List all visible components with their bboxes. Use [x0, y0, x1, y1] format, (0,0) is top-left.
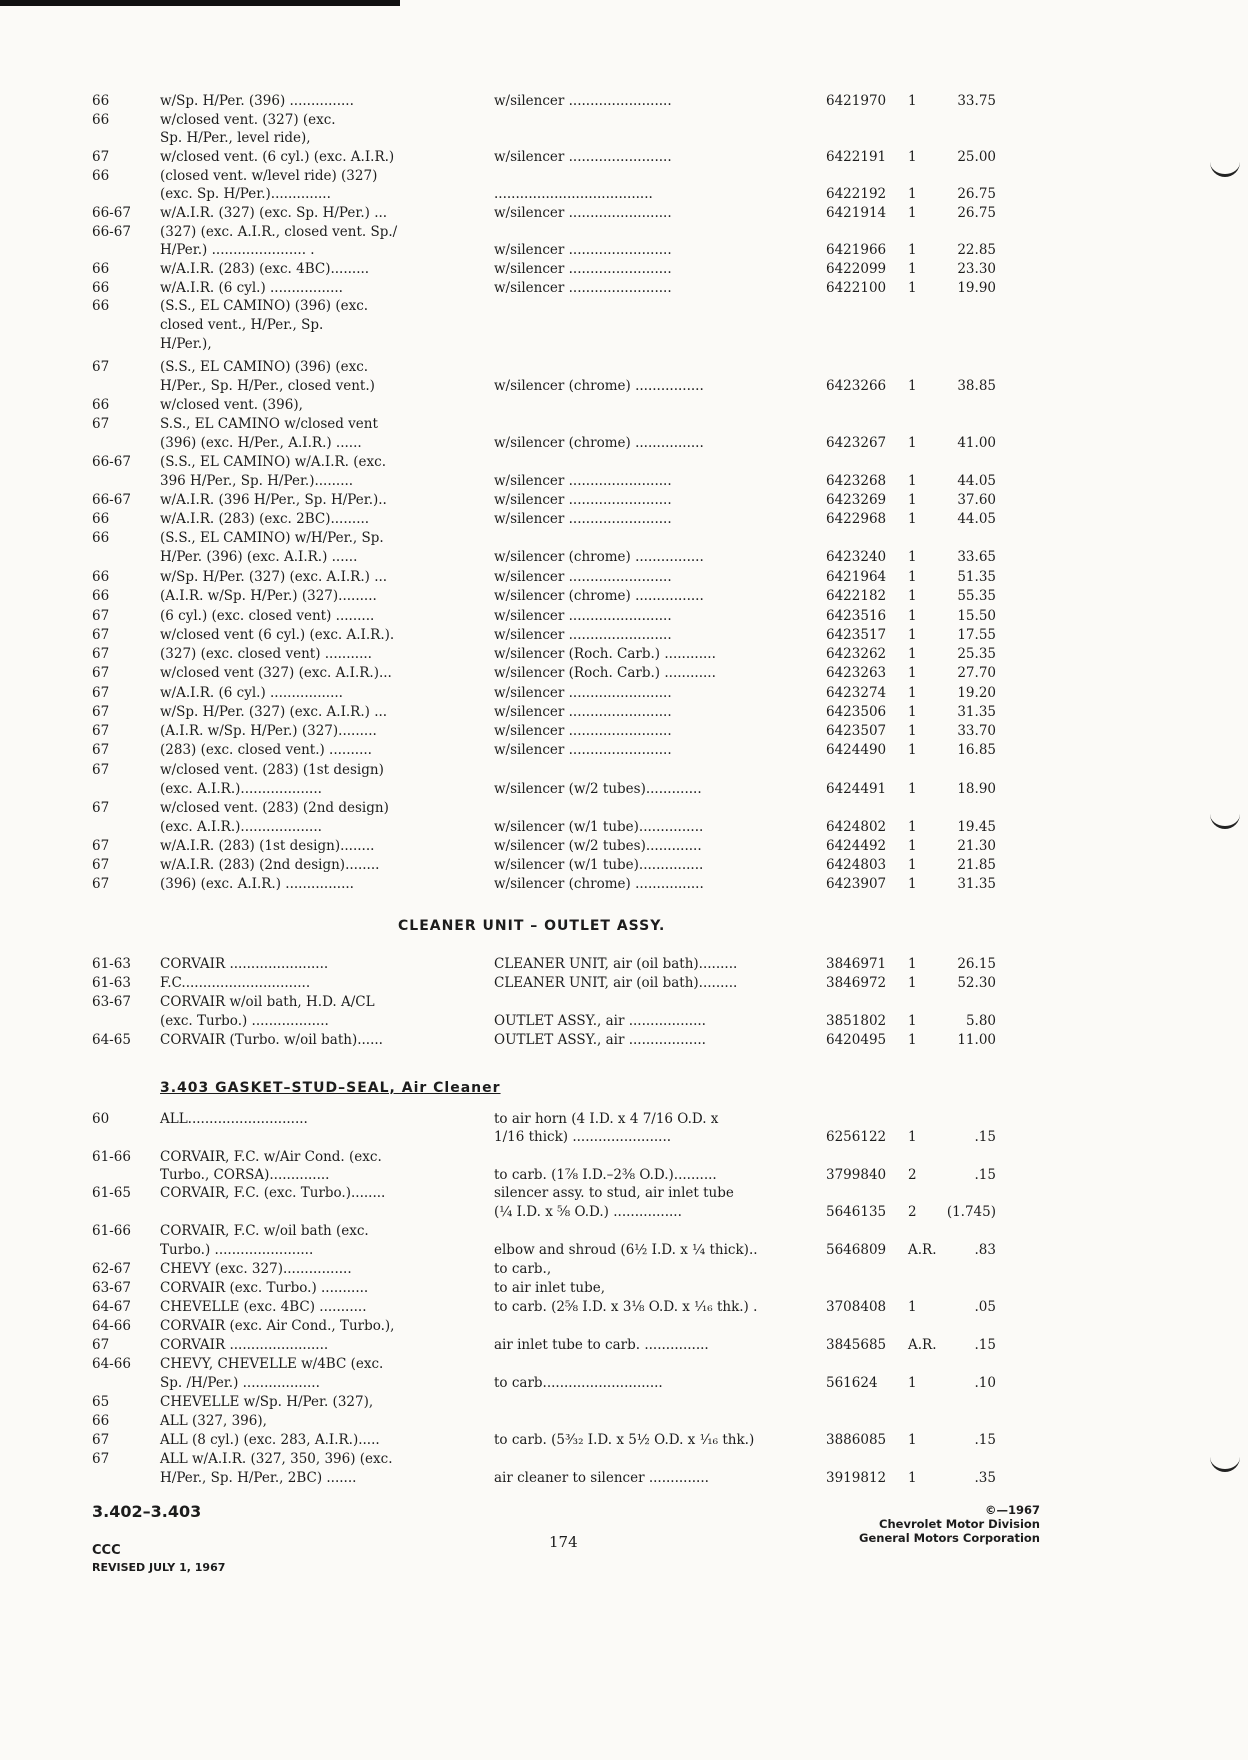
application-cell: CHEVY (exc. 327)................ — [160, 1261, 352, 1277]
part-number-cell: 6423240 — [826, 549, 887, 565]
application-cell: w/closed vent (327) (exc. A.I.R.)... — [160, 665, 392, 681]
part-number-cell: 6421970 — [826, 93, 887, 109]
price-cell: 33.70 — [957, 723, 996, 739]
year-cell: 66 — [92, 530, 110, 546]
application-cell: w/Sp. H/Per. (327) (exc. A.I.R.) ... — [160, 569, 388, 585]
part-number-cell: 6423517 — [826, 627, 887, 643]
application-cell: CORVAIR (exc. Turbo.) ........... — [160, 1280, 369, 1296]
price-cell: 26.75 — [957, 186, 996, 202]
quantity-cell: 1 — [908, 378, 917, 394]
binder-mark — [1210, 1455, 1240, 1472]
quantity-cell: 1 — [908, 588, 917, 604]
price-cell: 19.20 — [957, 685, 996, 701]
part-number-cell: 6423267 — [826, 435, 887, 451]
year-cell: 67 — [92, 627, 110, 643]
quantity-cell: 2 — [908, 1167, 917, 1183]
application-cell: w/A.I.R. (396 H/Per., Sp. H/Per.).. — [160, 492, 387, 508]
year-cell: 66 — [92, 298, 110, 314]
application-cell: (327) (exc. A.I.R., closed vent. Sp./ — [160, 224, 398, 240]
application-cell: CHEVY, CHEVELLE w/4BC (exc. — [160, 1356, 384, 1372]
description-cell: to carb. (5³⁄₃₂ I.D. x 5½ O.D. x ¹⁄₁₆ thk.) — [494, 1432, 755, 1448]
year-cell: 60 — [92, 1111, 110, 1127]
price-cell: 33.75 — [957, 93, 996, 109]
price-cell: 41.00 — [957, 435, 996, 451]
part-number-cell: 3846971 — [826, 956, 887, 972]
description-cell: w/silencer (Roch. Carb.) ............ — [494, 665, 716, 681]
section-heading-cleaner: CLEANER UNIT – OUTLET ASSY. — [398, 918, 666, 934]
year-cell: 61-65 — [92, 1185, 131, 1201]
application-cell: CORVAIR, F.C. w/oil bath (exc. — [160, 1223, 369, 1239]
application-cell: w/closed vent. (327) (exc. — [160, 112, 336, 128]
part-number-cell: 6423274 — [826, 685, 887, 701]
quantity-cell: 1 — [908, 838, 917, 854]
price-cell: 25.35 — [957, 646, 996, 662]
application-cell: w/closed vent. (6 cyl.) (exc. A.I.R.) — [160, 149, 395, 165]
year-cell: 64-66 — [92, 1318, 131, 1334]
year-cell: 67 — [92, 704, 110, 720]
description-cell: (¼ I.D. x ⅝ O.D.) ................ — [494, 1204, 682, 1220]
description-cell: CLEANER UNIT, air (oil bath)......... — [494, 975, 738, 991]
application-cell: ALL w/A.I.R. (327, 350, 396) (exc. — [160, 1451, 393, 1467]
year-cell: 67 — [92, 800, 110, 816]
year-cell: 66 — [92, 280, 110, 296]
price-cell: 31.35 — [957, 704, 996, 720]
application-cell: H/Per.), — [160, 336, 212, 352]
corporation-name: General Motors Corporation — [859, 1531, 1040, 1545]
description-cell: CLEANER UNIT, air (oil bath)......... — [494, 956, 738, 972]
quantity-cell: 1 — [908, 1432, 917, 1448]
application-cell: w/A.I.R. (327) (exc. Sp. H/Per.) ... — [160, 205, 388, 221]
price-cell: .83 — [974, 1242, 996, 1258]
quantity-cell: 1 — [908, 781, 917, 797]
price-cell: .35 — [974, 1470, 996, 1486]
copyright-year: ©—1967 — [984, 1503, 1040, 1517]
application-cell: (283) (exc. closed vent.) .......... — [160, 742, 372, 758]
application-cell: F.C.............................. — [160, 975, 311, 991]
description-cell: w/silencer ........................ — [494, 685, 672, 701]
application-cell: CORVAIR ....................... — [160, 956, 329, 972]
price-cell: .10 — [974, 1375, 996, 1391]
year-cell: 64-67 — [92, 1299, 131, 1315]
description-cell: w/silencer (chrome) ................ — [494, 378, 704, 394]
catalog-code: CCC — [92, 1543, 121, 1558]
application-cell: CHEVELLE w/Sp. H/Per. (327), — [160, 1394, 374, 1410]
year-cell: 65 — [92, 1394, 110, 1410]
description-cell: to carb. (2⅝ I.D. x 3⅛ O.D. x ¹⁄₁₆ thk.) . — [494, 1299, 758, 1315]
year-cell: 67 — [92, 416, 110, 432]
quantity-cell: 1 — [908, 975, 917, 991]
description-cell: OUTLET ASSY., air .................. — [494, 1032, 706, 1048]
part-number-cell: 6423262 — [826, 646, 887, 662]
application-cell: (S.S., EL CAMINO) (396) (exc. — [160, 359, 369, 375]
year-cell: 66 — [92, 397, 110, 413]
application-cell: (A.I.R. w/Sp. H/Per.) (327)......... — [160, 588, 377, 604]
price-cell: 25.00 — [957, 149, 996, 165]
quantity-cell: 1 — [908, 280, 917, 296]
quantity-cell: 1 — [908, 956, 917, 972]
application-cell: Sp. H/Per., level ride), — [160, 130, 311, 146]
application-cell: H/Per. (396) (exc. A.I.R.) ...... — [160, 549, 358, 565]
application-cell: CORVAIR (Turbo. w/oil bath)...... — [160, 1032, 383, 1048]
description-cell: w/silencer (w/1 tube)............... — [494, 857, 704, 873]
part-number-cell: 6420495 — [826, 1032, 887, 1048]
application-cell: (S.S., EL CAMINO) w/A.I.R. (exc. — [160, 454, 386, 470]
quantity-cell: 1 — [908, 549, 917, 565]
price-cell: (1.745) — [946, 1204, 996, 1220]
year-cell: 66 — [92, 511, 110, 527]
page-number: 174 — [549, 1533, 578, 1551]
application-cell: (closed vent. w/level ride) (327) — [160, 168, 378, 184]
quantity-cell: 1 — [908, 704, 917, 720]
year-cell: 66 — [92, 1413, 110, 1429]
price-cell: .15 — [974, 1167, 996, 1183]
description-cell: w/silencer ........................ — [494, 608, 672, 624]
price-cell: 17.55 — [957, 627, 996, 643]
quantity-cell: 1 — [908, 473, 917, 489]
part-number-cell: 6423506 — [826, 704, 887, 720]
part-number-cell: 3919812 — [826, 1470, 887, 1486]
description-cell: to carb. (1⅞ I.D.–2⅜ O.D.).......... — [494, 1167, 717, 1183]
price-cell: 15.50 — [957, 608, 996, 624]
description-cell: w/silencer ........................ — [494, 492, 672, 508]
description-cell: air inlet tube to carb. ............... — [494, 1337, 709, 1353]
part-number-cell: 6422191 — [826, 149, 887, 165]
description-cell: w/silencer (w/2 tubes)............. — [494, 781, 702, 797]
description-cell: to air horn (4 I.D. x 4 7/16 O.D. x — [494, 1111, 719, 1127]
quantity-cell: 1 — [908, 1375, 917, 1391]
year-cell: 67 — [92, 359, 110, 375]
quantity-cell: 1 — [908, 665, 917, 681]
application-cell: S.S., EL CAMINO w/closed vent — [160, 416, 378, 432]
application-cell: (exc. A.I.R.)................... — [160, 781, 322, 797]
application-cell: (A.I.R. w/Sp. H/Per.) (327)......... — [160, 723, 377, 739]
description-cell: to carb., — [494, 1261, 552, 1277]
quantity-cell: 1 — [908, 261, 917, 277]
price-cell: 55.35 — [957, 588, 996, 604]
application-cell: ALL (327, 396), — [160, 1413, 267, 1429]
year-cell: 67 — [92, 742, 110, 758]
price-cell: 19.90 — [957, 280, 996, 296]
price-cell: .15 — [974, 1129, 996, 1145]
price-cell: 37.60 — [957, 492, 996, 508]
part-number-cell: 6422099 — [826, 261, 887, 277]
application-cell: ALL (8 cyl.) (exc. 283, A.I.R.)..... — [160, 1432, 380, 1448]
price-cell: .05 — [974, 1299, 996, 1315]
part-number-cell: 3708408 — [826, 1299, 887, 1315]
part-number-cell: 6423516 — [826, 608, 887, 624]
year-cell: 66-67 — [92, 224, 131, 240]
year-cell: 64-65 — [92, 1032, 131, 1048]
quantity-cell: A.R. — [908, 1242, 937, 1258]
price-cell: 44.05 — [957, 511, 996, 527]
year-cell: 61-63 — [92, 975, 131, 991]
description-cell: to carb............................ — [494, 1375, 663, 1391]
part-number-cell: 5646135 — [826, 1204, 887, 1220]
year-cell: 64-66 — [92, 1356, 131, 1372]
description-cell: w/silencer ........................ — [494, 205, 672, 221]
application-cell: CORVAIR, F.C. w/Air Cond. (exc. — [160, 1149, 382, 1165]
price-cell: 5.80 — [965, 1013, 996, 1029]
application-cell: w/Sp. H/Per. (327) (exc. A.I.R.) ... — [160, 704, 388, 720]
year-cell: 67 — [92, 685, 110, 701]
quantity-cell: A.R. — [908, 1337, 937, 1353]
quantity-cell: 1 — [908, 876, 917, 892]
application-cell: (396) (exc. H/Per., A.I.R.) ...... — [160, 435, 362, 451]
quantity-cell: 1 — [908, 1129, 917, 1145]
application-cell: w/A.I.R. (283) (1st design)........ — [160, 838, 375, 854]
description-cell: w/silencer ........................ — [494, 742, 672, 758]
description-cell: 1/16 thick) ....................... — [494, 1129, 672, 1145]
quantity-cell: 1 — [908, 1470, 917, 1486]
price-cell: .15 — [974, 1337, 996, 1353]
binder-mark — [1210, 812, 1240, 829]
year-cell: 67 — [92, 762, 110, 778]
description-cell: w/silencer (Roch. Carb.) ............ — [494, 646, 716, 662]
application-cell: w/A.I.R. (6 cyl.) ................. — [160, 280, 343, 296]
application-cell: Sp. /H/Per.) .................. — [160, 1375, 320, 1391]
quantity-cell: 1 — [908, 511, 917, 527]
application-cell: w/closed vent. (283) (1st design) — [160, 762, 384, 778]
application-cell: Turbo.) ....................... — [160, 1242, 314, 1258]
quantity-cell: 1 — [908, 149, 917, 165]
year-cell: 67 — [92, 608, 110, 624]
section-number: 3.402–3.403 — [92, 1502, 202, 1521]
price-cell: 26.75 — [957, 205, 996, 221]
year-cell: 63-67 — [92, 994, 131, 1010]
description-cell: w/silencer ........................ — [494, 569, 672, 585]
application-cell: 396 H/Per., Sp. H/Per.)......... — [160, 473, 354, 489]
description-cell: w/silencer (chrome) ................ — [494, 435, 704, 451]
application-cell: CORVAIR, F.C. (exc. Turbo.)........ — [160, 1185, 386, 1201]
year-cell: 63-67 — [92, 1280, 131, 1296]
description-cell: air cleaner to silencer .............. — [494, 1470, 709, 1486]
quantity-cell: 1 — [908, 1013, 917, 1029]
quantity-cell: 1 — [908, 742, 917, 758]
price-cell: 52.30 — [957, 975, 996, 991]
description-cell: w/silencer (chrome) ................ — [494, 876, 704, 892]
price-cell: 31.35 — [957, 876, 996, 892]
year-cell: 61-63 — [92, 956, 131, 972]
part-number-cell: 6424491 — [826, 781, 887, 797]
year-cell: 66-67 — [92, 492, 131, 508]
price-cell: 26.15 — [957, 956, 996, 972]
quantity-cell: 1 — [908, 819, 917, 835]
part-number-cell: 6421964 — [826, 569, 887, 585]
description-cell: w/silencer (chrome) ................ — [494, 549, 704, 565]
part-number-cell: 6421914 — [826, 205, 887, 221]
price-cell: 21.85 — [957, 857, 996, 873]
application-cell: closed vent., H/Per., Sp. — [160, 317, 324, 333]
price-cell: 33.65 — [957, 549, 996, 565]
year-cell: 66 — [92, 93, 110, 109]
year-cell: 67 — [92, 1432, 110, 1448]
part-number-cell: 6423263 — [826, 665, 887, 681]
application-cell: w/A.I.R. (6 cyl.) ................. — [160, 685, 343, 701]
price-cell: 51.35 — [957, 569, 996, 585]
year-cell: 67 — [92, 857, 110, 873]
year-cell: 67 — [92, 876, 110, 892]
price-cell: 27.70 — [957, 665, 996, 681]
year-cell: 61-66 — [92, 1149, 131, 1165]
part-number-cell: 6422192 — [826, 186, 887, 202]
application-cell: (exc. A.I.R.)................... — [160, 819, 322, 835]
part-number-cell: 3845685 — [826, 1337, 887, 1353]
year-cell: 62-67 — [92, 1261, 131, 1277]
description-cell: w/silencer ........................ — [494, 280, 672, 296]
part-number-cell: 6422100 — [826, 280, 887, 296]
division-name: Chevrolet Motor Division — [879, 1517, 1040, 1531]
binder-mark — [1210, 160, 1240, 177]
quantity-cell: 1 — [908, 93, 917, 109]
application-cell: CORVAIR ....................... — [160, 1337, 329, 1353]
copyright-block — [850, 1503, 1040, 1545]
quantity-cell: 1 — [908, 435, 917, 451]
application-cell: w/closed vent. (283) (2nd design) — [160, 800, 389, 816]
price-cell: 19.45 — [957, 819, 996, 835]
application-cell: CHEVELLE (exc. 4BC) ........... — [160, 1299, 367, 1315]
year-cell: 61-66 — [92, 1223, 131, 1239]
part-number-cell: 6424490 — [826, 742, 887, 758]
part-number-cell: 3851802 — [826, 1013, 887, 1029]
application-cell: Turbo., CORSA).............. — [160, 1167, 330, 1183]
application-cell: (327) (exc. closed vent) ........... — [160, 646, 372, 662]
part-number-cell: 561624 — [826, 1375, 878, 1391]
quantity-cell: 2 — [908, 1204, 917, 1220]
price-cell: 23.30 — [957, 261, 996, 277]
price-cell: 18.90 — [957, 781, 996, 797]
application-cell: w/closed vent. (396), — [160, 397, 303, 413]
part-number-cell: 6422182 — [826, 588, 887, 604]
quantity-cell: 1 — [908, 685, 917, 701]
part-number-cell: 6422968 — [826, 511, 887, 527]
quantity-cell: 1 — [908, 492, 917, 508]
year-cell: 67 — [92, 838, 110, 854]
description-cell: w/silencer ........................ — [494, 723, 672, 739]
quantity-cell: 1 — [908, 646, 917, 662]
part-number-cell: 3846972 — [826, 975, 887, 991]
application-cell: w/A.I.R. (283) (exc. 2BC)......... — [160, 511, 370, 527]
quantity-cell: 1 — [908, 242, 917, 258]
year-cell: 66-67 — [92, 205, 131, 221]
quantity-cell: 1 — [908, 1032, 917, 1048]
year-cell: 67 — [92, 723, 110, 739]
price-cell: .15 — [974, 1432, 996, 1448]
description-cell: w/silencer (w/2 tubes)............. — [494, 838, 702, 854]
application-cell: H/Per.) ...................... . — [160, 242, 315, 258]
quantity-cell: 1 — [908, 608, 917, 624]
price-cell: 16.85 — [957, 742, 996, 758]
year-cell: 66 — [92, 569, 110, 585]
description-cell: elbow and shroud (6½ I.D. x ¼ thick).. — [494, 1242, 758, 1258]
part-number-cell: 6423269 — [826, 492, 887, 508]
part-number-cell: 6423507 — [826, 723, 887, 739]
top-rule — [0, 0, 400, 6]
quantity-cell: 1 — [908, 857, 917, 873]
price-cell: 21.30 — [957, 838, 996, 854]
revision-date: REVISED JULY 1, 1967 — [92, 1561, 226, 1574]
part-number-cell: 6424492 — [826, 838, 887, 854]
quantity-cell: 1 — [908, 205, 917, 221]
part-number-cell: 6423266 — [826, 378, 887, 394]
price-cell: 22.85 — [957, 242, 996, 258]
year-cell: 66 — [92, 168, 110, 184]
year-cell: 67 — [92, 1337, 110, 1353]
year-cell: 66 — [92, 588, 110, 604]
application-cell: CORVAIR (exc. Air Cond., Turbo.), — [160, 1318, 395, 1334]
year-cell: 66-67 — [92, 454, 131, 470]
year-cell: 67 — [92, 665, 110, 681]
price-cell: 11.00 — [957, 1032, 996, 1048]
part-number-cell: 6424802 — [826, 819, 887, 835]
description-cell: w/silencer ........................ — [494, 93, 672, 109]
description-cell: w/silencer ........................ — [494, 511, 672, 527]
application-cell: (exc. Turbo.) .................. — [160, 1013, 329, 1029]
application-cell: H/Per., Sp. H/Per., closed vent.) — [160, 378, 375, 394]
part-number-cell: 6423907 — [826, 876, 887, 892]
description-cell: w/silencer (chrome) ................ — [494, 588, 704, 604]
description-cell: w/silencer ........................ — [494, 627, 672, 643]
year-cell: 66 — [92, 112, 110, 128]
application-cell: H/Per., Sp. H/Per., 2BC) ....... — [160, 1470, 357, 1486]
description-cell: OUTLET ASSY., air .................. — [494, 1013, 706, 1029]
description-cell: ..................................... — [494, 186, 653, 202]
year-cell: 67 — [92, 1451, 110, 1467]
application-cell: w/closed vent (6 cyl.) (exc. A.I.R.). — [160, 627, 395, 643]
part-number-cell: 5646809 — [826, 1242, 887, 1258]
application-cell: w/A.I.R. (283) (2nd design)........ — [160, 857, 380, 873]
quantity-cell: 1 — [908, 569, 917, 585]
description-cell: w/silencer ........................ — [494, 261, 672, 277]
application-cell: (S.S., EL CAMINO) w/H/Per., Sp. — [160, 530, 384, 546]
part-number-cell: 6421966 — [826, 242, 887, 258]
application-cell: CORVAIR w/oil bath, H.D. A/CL — [160, 994, 375, 1010]
description-cell: w/silencer ........................ — [494, 704, 672, 720]
year-cell: 67 — [92, 149, 110, 165]
application-cell: (6 cyl.) (exc. closed vent) ......... — [160, 608, 375, 624]
description-cell: w/silencer ........................ — [494, 149, 672, 165]
description-cell: w/silencer ........................ — [494, 242, 672, 258]
application-cell: (S.S., EL CAMINO) (396) (exc. — [160, 298, 369, 314]
quantity-cell: 1 — [908, 627, 917, 643]
year-cell: 66 — [92, 261, 110, 277]
application-cell: w/Sp. H/Per. (396) ............... — [160, 93, 354, 109]
application-cell: ALL............................ — [160, 1111, 308, 1127]
year-cell: 67 — [92, 646, 110, 662]
application-cell: w/A.I.R. (283) (exc. 4BC)......... — [160, 261, 370, 277]
part-number-cell: 3799840 — [826, 1167, 887, 1183]
price-cell: 44.05 — [957, 473, 996, 489]
description-cell: w/silencer ........................ — [494, 473, 672, 489]
price-cell: 38.85 — [957, 378, 996, 394]
part-number-cell: 3886085 — [826, 1432, 887, 1448]
part-number-cell: 6423268 — [826, 473, 887, 489]
application-cell: (396) (exc. A.I.R.) ................ — [160, 876, 354, 892]
quantity-cell: 1 — [908, 186, 917, 202]
quantity-cell: 1 — [908, 723, 917, 739]
section-heading-gasket: 3.403 GASKET–STUD–SEAL, Air Cleaner — [160, 1080, 501, 1096]
description-cell: silencer assy. to stud, air inlet tube — [494, 1185, 734, 1201]
application-cell: (exc. Sp. H/Per.).............. — [160, 186, 331, 202]
description-cell: w/silencer (w/1 tube)............... — [494, 819, 704, 835]
description-cell: to air inlet tube, — [494, 1280, 606, 1296]
part-number-cell: 6256122 — [826, 1129, 887, 1145]
part-number-cell: 6424803 — [826, 857, 887, 873]
quantity-cell: 1 — [908, 1299, 917, 1315]
